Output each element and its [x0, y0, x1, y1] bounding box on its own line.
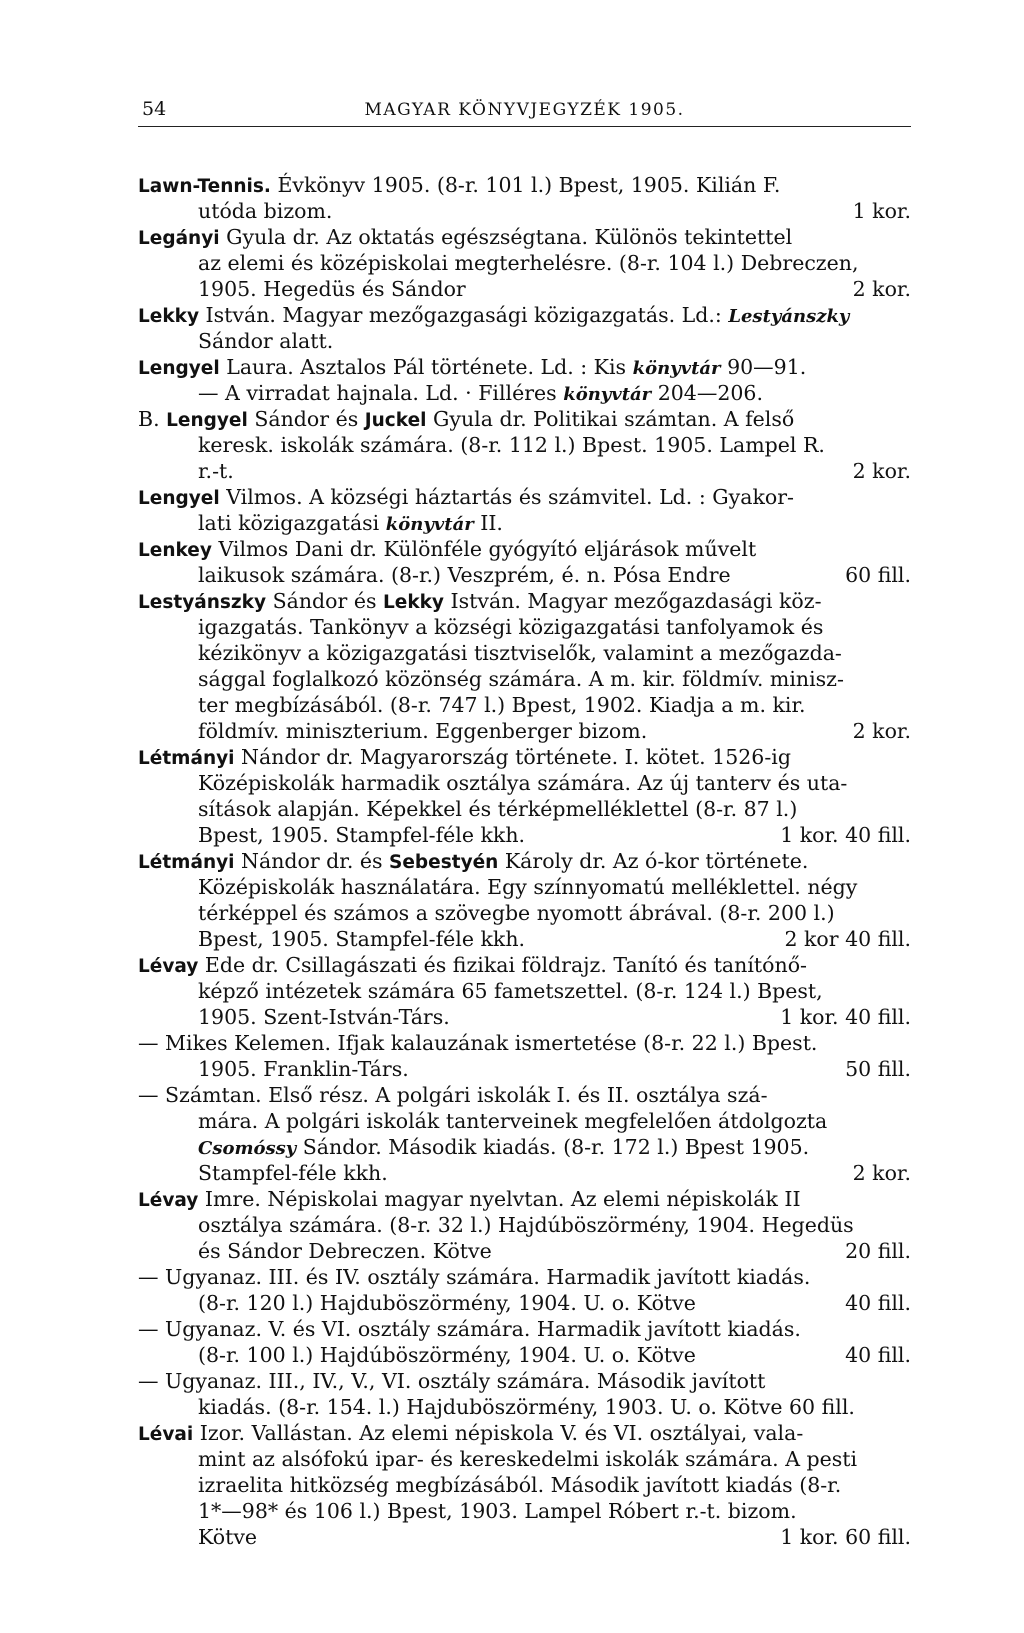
- entry-text: — Ugyanaz. III., IV., V., VI. osztály számára. Második javított: [138, 1369, 766, 1393]
- text-line: [138, 640, 911, 666]
- line-text: [198, 1213, 854, 1237]
- entry-author: Juckel: [364, 410, 427, 431]
- text-line: [138, 874, 911, 900]
- entry-text: 90—91.: [720, 355, 807, 379]
- text-line: [138, 172, 911, 198]
- text-line: [138, 796, 911, 822]
- line-text: [198, 1238, 492, 1264]
- line-text: [198, 1524, 257, 1550]
- entry-text: mint az alsófokú ipar- és kereskedelmi iskolák számára. A pesti: [198, 1447, 858, 1471]
- text-line: [138, 328, 911, 354]
- entry-text: 204—206.: [651, 381, 763, 405]
- line-text: [198, 718, 647, 744]
- entry-text: izraelita hitközség megbízásából. Második javított kiadás (8-r.: [198, 1473, 842, 1497]
- text-line: [138, 1420, 911, 1446]
- text-line: [138, 250, 911, 276]
- entry-text: (8-r. 120 l.) Hajduböszörmény, 1904. U. o. Kötve: [198, 1291, 696, 1315]
- entry-text: Bpest, 1905. Stampfel-féle kkh.: [198, 927, 526, 951]
- line-text: [138, 745, 791, 769]
- text-line: [138, 458, 911, 484]
- entry-text: István. Magyar mezőgazdasági köz-: [444, 589, 822, 613]
- line-text: [138, 1265, 810, 1289]
- entry-text: Imre. Népiskolai magyar nyelvtan. Az elemi népiskolák II: [198, 1187, 801, 1211]
- running-title: MAGYAR KÖNYVJEGYZÉK 1905.: [364, 100, 685, 120]
- page-header: [138, 98, 911, 127]
- entry-text: Izor. Vallástan. Az elemi népiskola V. és VI. osztályai, vala-: [193, 1421, 804, 1445]
- line-text: [138, 1317, 801, 1341]
- text-line: [138, 770, 911, 796]
- text-line: [138, 822, 911, 848]
- line-text: [198, 1160, 388, 1186]
- text-line: [138, 1290, 911, 1316]
- text-line: [138, 354, 911, 380]
- entry-text: Évkönyv 1905. (8-r. 101 l.) Bpest, 1905. Kilián F.: [270, 173, 781, 197]
- entry-text: Nándor dr. Magyarország története. I. kötet. 1526-ig: [234, 745, 791, 769]
- text-line: [138, 276, 911, 302]
- line-text: [138, 1083, 768, 1107]
- line-text: [198, 1004, 450, 1030]
- line-text: [198, 1342, 696, 1368]
- text-line: [138, 1498, 911, 1524]
- entry-text: laikusok számára. (8-r.) Veszprém, é. n. Pósa Endre: [198, 563, 731, 587]
- text-line: [138, 666, 911, 692]
- line-text: [138, 303, 849, 327]
- entry-text: igazgatás. Tankönyv a községi közigazgatási tanfolyamok és: [198, 615, 824, 639]
- entry-text: Stampfel-féle kkh.: [198, 1161, 388, 1185]
- entry-text: sággal foglalkozó közönség számára. A m. kir. földmív. minisz-: [198, 667, 844, 691]
- line-text: [198, 1447, 857, 1471]
- entry-text: Vilmos. A községi háztartás és számvitel. Ld. : Gyakor-: [219, 485, 794, 509]
- entry-author: Lévay: [138, 1190, 199, 1211]
- line-text: [198, 1135, 809, 1159]
- price: 2 kor.: [852, 1161, 911, 1185]
- text-line: [138, 406, 911, 432]
- text-line: [138, 1030, 911, 1056]
- line-text: [138, 1369, 765, 1393]
- line-text: [198, 926, 525, 952]
- entry-author: Létmányi: [138, 748, 235, 769]
- price: 40 fill.: [845, 1291, 911, 1315]
- entry-text: mára. A polgári iskolák tanterveinek megfelelően átdolgozta: [198, 1109, 828, 1133]
- text-line: [138, 1472, 911, 1498]
- entry-text: az elemi és középiskolai megterhelésre. (8-r. 104 l.) Debreczen,: [198, 251, 859, 275]
- entry-text: 1905. Szent-István-Társ.: [198, 1005, 450, 1029]
- text-line: [138, 302, 911, 328]
- price: 2 kor 40 fill.: [784, 927, 911, 951]
- text-line: [138, 588, 911, 614]
- entry-text: — Ugyanaz. V. és VI. osztály számára. Harmadik javított kiadás.: [138, 1317, 801, 1341]
- text-line: [138, 1056, 911, 1082]
- text-line: [138, 900, 911, 926]
- entry-text: B.: [138, 407, 167, 431]
- entry-text: Sándor alatt.: [198, 329, 334, 353]
- entry-text: — Ugyanaz. III. és IV. osztály számára. Harmadik javított kiadás.: [138, 1265, 811, 1289]
- line-text: [198, 1395, 855, 1419]
- line-text: [138, 225, 792, 249]
- entry-text: Ede dr. Csillagászati és fizikai földrajz. Tanító és tanítónő-: [198, 953, 807, 977]
- entry-author: Lengyel: [138, 488, 220, 509]
- price: 2 kor.: [852, 459, 911, 483]
- text-line: [138, 1524, 911, 1550]
- price: 2 kor.: [852, 719, 911, 743]
- line-text: [138, 589, 822, 613]
- entry-author: Lawn-Tennis.: [138, 176, 271, 197]
- line-text: [138, 1421, 803, 1445]
- page-number: 54: [142, 98, 167, 120]
- line-text: [198, 511, 503, 535]
- line-text: [198, 1056, 409, 1082]
- text-line: [138, 1004, 911, 1030]
- entry-text: (8-r. 100 l.) Hajdúböszörmény, 1904. U. o. Kötve: [198, 1343, 696, 1367]
- entry-text: 1*—98* és 106 l.) Bpest, 1903. Lampel Róbert r.-t. bizom.: [198, 1499, 797, 1523]
- entry-text: Nándor dr. és: [234, 849, 390, 873]
- line-text: [198, 276, 466, 302]
- entry-text: utóda bizom.: [198, 199, 333, 223]
- entry-text: Kötve: [198, 1525, 258, 1549]
- entry-text: Gyula dr. Politikai számtan. A felső: [426, 407, 795, 431]
- price: 1 kor. 40 fill.: [780, 823, 911, 847]
- line-text: [138, 1187, 801, 1211]
- text-line: [138, 562, 911, 588]
- entry-text: sítások alapján. Képekkel és térképmelléklettel (8-r. 87 l.): [198, 797, 798, 821]
- entry-author: Legányi: [138, 228, 220, 249]
- entry-text: Gyula dr. Az oktatás egészségtana. Különös tekintettel: [219, 225, 793, 249]
- entry-author: Lenkey: [138, 540, 212, 561]
- price: 20 fill.: [845, 1239, 911, 1263]
- entry-text: kézikönyv a közigazgatási tisztviselők, valamint a mezőgazda-: [198, 641, 842, 665]
- entry-text: Sándor és: [266, 589, 383, 613]
- entry-author: Lestyánszky: [138, 592, 267, 613]
- text-line: [138, 198, 911, 224]
- text-line: [138, 1264, 911, 1290]
- line-text: [198, 198, 332, 224]
- text-line: [138, 978, 911, 1004]
- series-name: könyvtár: [632, 358, 721, 379]
- line-text: [138, 537, 756, 561]
- text-line: [138, 1342, 911, 1368]
- entry-text: — Mikes Kelemen. Ifjak kalauzának ismertetése (8-r. 22 l.) Bpest.: [138, 1031, 818, 1055]
- series-name: könyvtár: [563, 384, 652, 405]
- text-line: [138, 1368, 911, 1394]
- line-text: [198, 1499, 797, 1523]
- entry-text: kiadás. (8-r. 154. l.) Hajduböszörmény, 1903. U. o. Kötve 60 fill.: [198, 1395, 855, 1419]
- entry-text: — A virradat hajnala. Ld. · Filléres: [198, 381, 564, 405]
- entry-text: Sándor és: [247, 407, 365, 431]
- entry-text: Bpest, 1905. Stampfel-féle kkh.: [198, 823, 526, 847]
- line-text: [198, 771, 847, 795]
- line-text: [138, 849, 808, 873]
- line-text: [198, 693, 806, 717]
- line-text: [138, 407, 794, 431]
- entry-text: Sándor. Második kiadás. (8-r. 172 l.) Bpest 1905.: [296, 1135, 810, 1159]
- entry-author: Lekky: [138, 306, 200, 327]
- text-line: [138, 1238, 911, 1264]
- line-text: [138, 485, 794, 509]
- bibliography-entries: [138, 172, 911, 1550]
- text-line: [138, 744, 911, 770]
- series-name: Csomóssy: [198, 1138, 297, 1159]
- text-line: [138, 1160, 911, 1186]
- entry-text: lati közigazgatási: [198, 511, 386, 535]
- text-line: [138, 510, 911, 536]
- text-line: [138, 224, 911, 250]
- entry-text: Középiskolák használatára. Egy színnyomatú melléklettel. négy: [198, 875, 858, 899]
- entry-text: II.: [473, 511, 503, 535]
- entry-text: — Számtan. Első rész. A polgári iskolák I. és II. osztálya szá-: [138, 1083, 768, 1107]
- line-text: [198, 251, 858, 275]
- entry-text: Károly dr. Az ó-kor története.: [498, 849, 809, 873]
- text-line: [138, 1134, 911, 1160]
- series-name: Lestyánszky: [728, 306, 850, 327]
- text-line: [138, 1108, 911, 1134]
- line-text: [138, 1031, 817, 1055]
- line-text: [198, 329, 333, 353]
- entry-text: István. Magyar mezőgazgasági közigazgatás. Ld.:: [199, 303, 729, 327]
- line-text: [138, 173, 780, 197]
- entry-text: képző intézetek számára 65 fametszettel. (8-r. 124 l.) Bpest,: [198, 979, 823, 1003]
- entry-text: Laura. Asztalos Pál története. Ld. : Kis: [219, 355, 633, 379]
- text-line: [138, 926, 911, 952]
- line-text: [198, 458, 234, 484]
- entry-author: Lengyel: [166, 410, 248, 431]
- entry-text: és Sándor Debreczen. Kötve: [198, 1239, 492, 1263]
- series-name: könyvtár: [385, 514, 474, 535]
- entry-author: Sebestyén: [389, 852, 499, 873]
- entry-author: Lévay: [138, 956, 199, 977]
- entry-text: Középiskolák harmadik osztálya számára. Az új tanterv és uta-: [198, 771, 848, 795]
- line-text: [198, 1109, 827, 1133]
- text-line: [138, 692, 911, 718]
- line-text: [198, 901, 835, 925]
- entry-text: térképpel és számos a szövegbe nyomott ábrával. (8-r. 200 l.): [198, 901, 835, 925]
- text-line: [138, 1316, 911, 1342]
- entry-text: r.-t.: [198, 459, 234, 483]
- price: 1 kor.: [852, 199, 911, 223]
- text-line: [138, 1082, 911, 1108]
- entry-text: földmív. miniszterium. Eggenberger bizom.: [198, 719, 648, 743]
- text-line: [138, 1212, 911, 1238]
- text-line: [138, 614, 911, 640]
- text-line: [138, 432, 911, 458]
- price: 50 fill.: [845, 1057, 911, 1081]
- line-text: [198, 1473, 841, 1497]
- text-line: [138, 848, 911, 874]
- line-text: [198, 381, 763, 405]
- entry-author: Lévai: [138, 1424, 194, 1445]
- text-line: [138, 380, 911, 406]
- price: 60 fill.: [845, 563, 911, 587]
- line-text: [198, 1290, 696, 1316]
- entry-text: keresk. iskolák számára. (8-r. 112 l.) Bpest. 1905. Lampel R.: [198, 433, 825, 457]
- price: 40 fill.: [845, 1343, 911, 1367]
- text-line: [138, 718, 911, 744]
- entry-text: ter megbízásából. (8-r. 747 l.) Bpest, 1902. Kiadja a m. kir.: [198, 693, 806, 717]
- line-text: [138, 355, 806, 379]
- entry-author: Lengyel: [138, 358, 220, 379]
- entry-text: 1905. Hegedüs és Sándor: [198, 277, 466, 301]
- entry-text: osztálya számára. (8-r. 32 l.) Hajdúböszörmény, 1904. Hegedüs: [198, 1213, 854, 1237]
- price: 1 kor. 40 fill.: [780, 1005, 911, 1029]
- line-text: [138, 953, 807, 977]
- line-text: [198, 667, 844, 691]
- text-line: [138, 1446, 911, 1472]
- entry-text: Vilmos Dani dr. Különféle gyógyító eljárások művelt: [211, 537, 757, 561]
- line-text: [198, 875, 857, 899]
- entry-author: Létmányi: [138, 852, 235, 873]
- entry-author: Lekky: [382, 592, 444, 613]
- entry-text: 1905. Franklin-Társ.: [198, 1057, 409, 1081]
- text-line: [138, 1186, 911, 1212]
- line-text: [198, 641, 842, 665]
- price: 1 kor. 60 fill.: [780, 1525, 911, 1549]
- text-line: [138, 484, 911, 510]
- line-text: [198, 822, 525, 848]
- price: 2 kor.: [852, 277, 911, 301]
- line-text: [198, 979, 823, 1003]
- text-line: [138, 1394, 911, 1420]
- line-text: [198, 433, 825, 457]
- line-text: [198, 615, 823, 639]
- line-text: [198, 562, 731, 588]
- text-line: [138, 536, 911, 562]
- text-line: [138, 952, 911, 978]
- line-text: [198, 797, 797, 821]
